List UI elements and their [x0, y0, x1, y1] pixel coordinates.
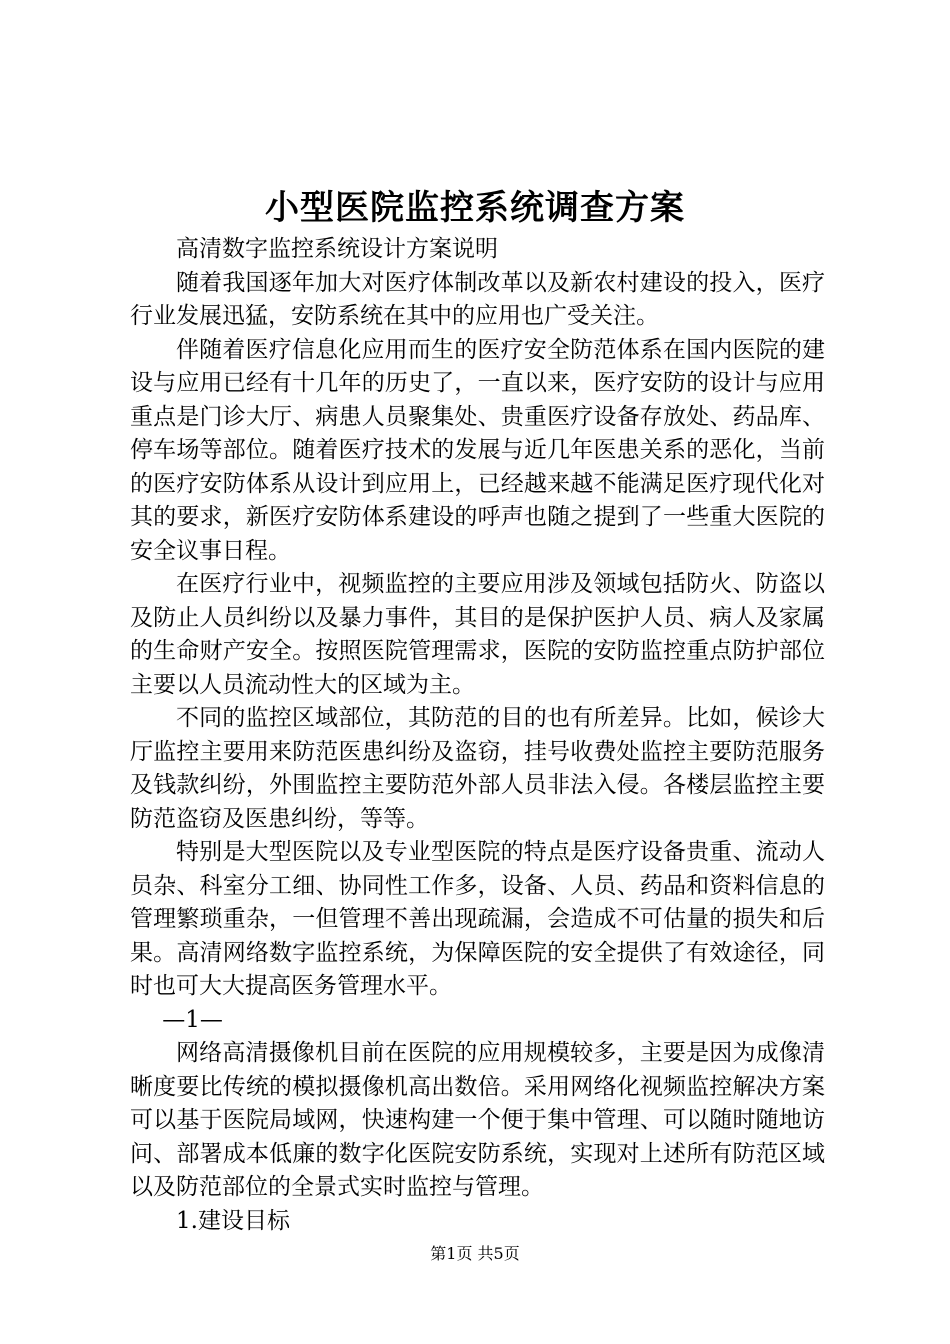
section-heading: 1.建设目标 — [176, 1207, 290, 1234]
paragraph-subtitle: 高清数字监控系统设计方案说明 — [176, 236, 498, 262]
paragraph: 不同的监控区域部位，其防范的目的也有所差异。比如，候诊大厅监控主要用来防范医患纠纷及盗窃，挂号收费处监控主要防范服务及钱款纠纷，外围监控主要防范外部人员非法入侵。各楼层监控主要防范盗窃及医患纠纷，等等。 — [130, 705, 825, 832]
page-footer: 第1页 共5页 — [430, 1244, 520, 1263]
paragraph: 网络高清摄像机目前在医院的应用规模较多，主要是因为成像清晰度要比传统的模拟摄像机高出数倍。采用网络化视频监控解决方案可以基于医院局域网，快速构建一个便于集中管理、可以随时随地访问、部署成本低廉的数字化医院安防系统，实现对上述所有防范区域以及防范部位的全景式实时监控与管理。 — [130, 1040, 825, 1200]
paragraph: 随着我国逐年加大对医疗体制改革以及新农村建设的投入，医疗行业发展迅猛，安防系统在其中的应用也广受关注。 — [130, 269, 825, 329]
inline-page-marker: —1— — [162, 1006, 223, 1033]
paragraph: 特别是大型医院以及专业型医院的特点是医疗设备贵重、流动人员杂、科室分工细、协同性工作多，设备、人员、药品和资料信息的管理繁琐重杂，一但管理不善出现疏漏，会造成不可估量的损失和后果。高清网络数字监控系统，为保障医院的安全提供了有效途径，同时也可大大提高医务管理水平。 — [130, 839, 825, 999]
document-body — [130, 233, 825, 1238]
paragraph: 在医疗行业中，视频监控的主要应用涉及领域包括防火、防盗以及防止人员纠纷以及暴力事件，其目的是保护医护人员、病人及家属的生命财产安全。按照医院管理需求，医院的安防监控重点防护部位主要以人员流动性大的区域为主。 — [130, 571, 825, 698]
paragraph: 伴随着医疗信息化应用而生的医疗安全防范体系在国内医院的建设与应用已经有十几年的历史了，一直以来，医疗安防的设计与应用重点是门诊大厅、病患人员聚集处、贵重医疗设备存放处、药品库、停车场等部位。随着医疗技术的发展与近几年医患关系的恶化，当前的医疗安防体系从设计到应用上，已经越来越不能满足医疗现代化对其的要求，新医疗安防体系建设的呼声也随之提到了一些重大医院的安全议事日程。 — [130, 336, 825, 564]
document-title: 小型医院监控系统调查方案 — [265, 188, 685, 228]
